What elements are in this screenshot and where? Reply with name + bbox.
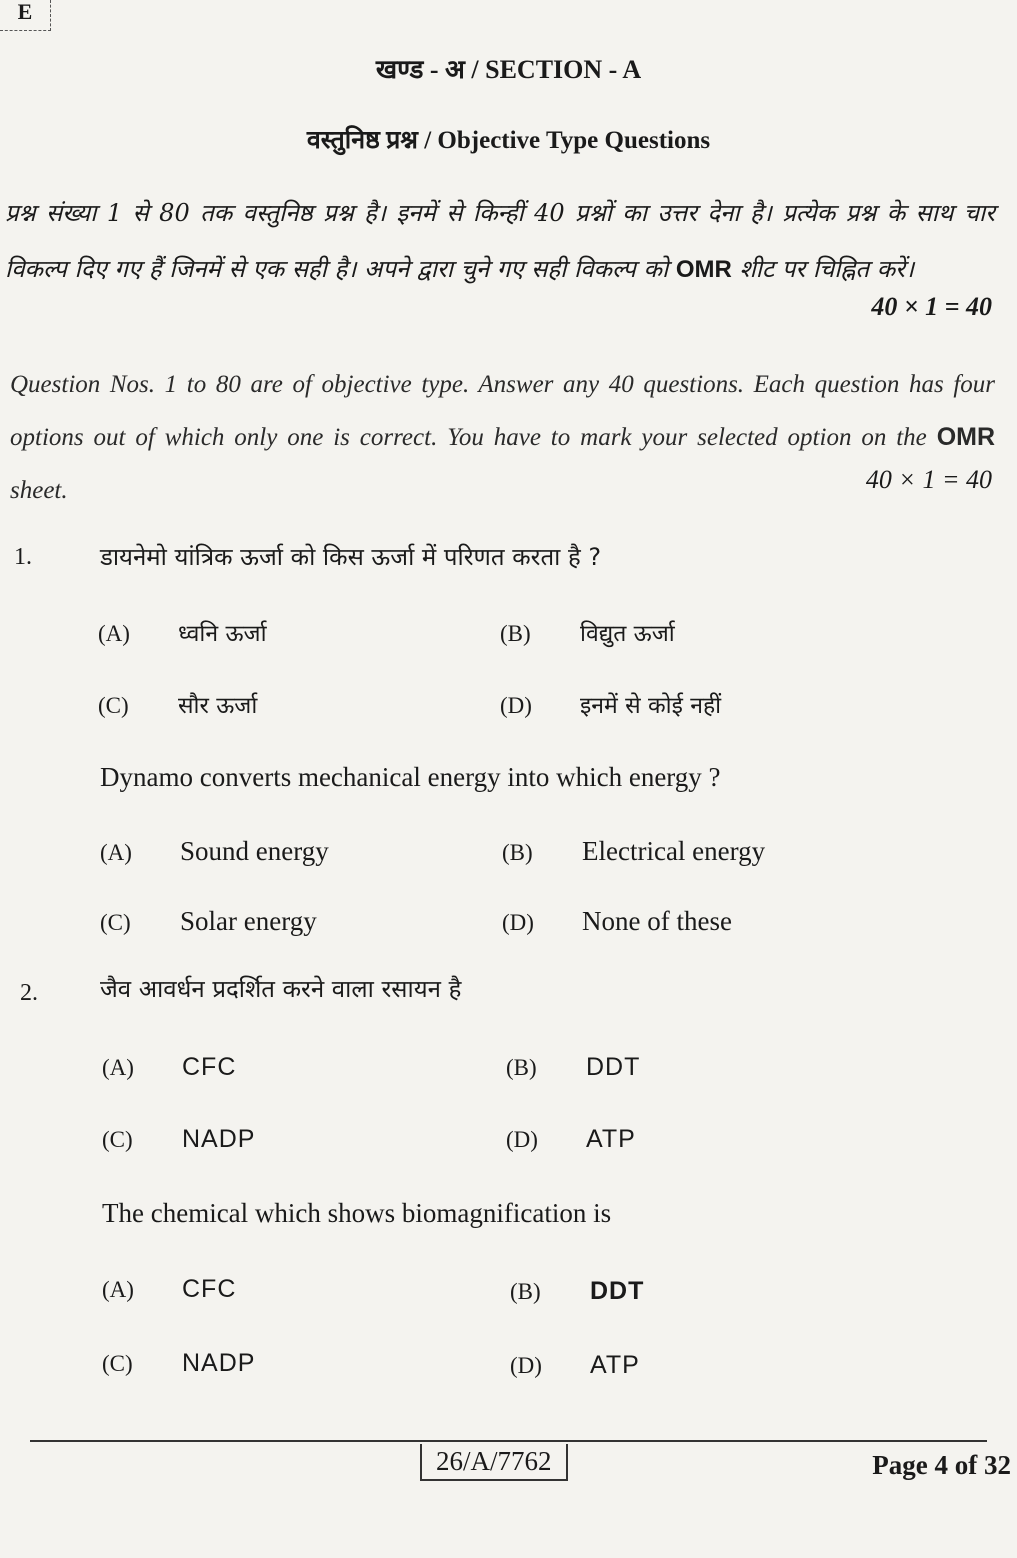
option-label: (A) (102, 1055, 134, 1080)
q2-en-option-c (102, 1348, 255, 1378)
instructions-hindi-omr: OMR (675, 256, 732, 283)
option-value: ATP (586, 1125, 636, 1153)
option-label: (B) (506, 1055, 537, 1080)
option-label: (A) (100, 840, 132, 865)
q2-hi-option-c (102, 1124, 255, 1154)
q1-hi-option-b (500, 616, 675, 648)
option-value: Electrical energy (582, 836, 766, 866)
page-number: Page 4 of 32 (872, 1450, 1011, 1480)
option-label: (C) (98, 693, 129, 718)
marks-english: 40 × 1 = 40 (865, 465, 992, 494)
question-1-text-hindi: डायनेमो यांत्रिक ऊर्जा को किस ऊर्जा में परिणत करता है ? (100, 543, 602, 571)
option-label: (C) (100, 910, 131, 935)
q1-hi-option-a (98, 616, 267, 648)
option-value: इनमें से कोई नहीं (580, 693, 722, 719)
option-label: (B) (502, 840, 533, 865)
option-value: NADP (182, 1125, 256, 1153)
option-label: (D) (502, 910, 534, 935)
marks-hindi: 40 × 1 = 40 (871, 292, 992, 321)
set-code: E (17, 0, 33, 24)
option-value: ATP (590, 1351, 640, 1379)
question-2-number: 2. (20, 980, 38, 1006)
instructions-hindi-text: प्रश्न संख्या 1 से 80 तक वस्तुनिष्ठ प्रश्न है। इनमें से किन्हीं 40 प्रश्नों का उत्तर देना है। प्रत्येक प्रश्न के साथ चार विकल्प दिए गए हैं जिनमें से एक सही है। अपने द्वारा चुने गए सही विकल्प को (5, 199, 995, 283)
q1-en-option-a (100, 836, 329, 867)
paper-code: 26/A/7762 (420, 1444, 568, 1481)
option-value: DDT (590, 1277, 645, 1305)
q2-en-option-a (102, 1274, 236, 1304)
instructions-english-end: sheet. (10, 477, 68, 504)
q1-en-option-d (502, 906, 732, 937)
option-value: सौर ऊर्जा (178, 693, 258, 719)
option-value: Solar energy (180, 906, 317, 936)
instructions-english-omr: OMR (936, 423, 996, 451)
option-label: (D) (500, 693, 532, 718)
q1-en-option-b (502, 836, 765, 867)
option-label: (D) (506, 1127, 538, 1152)
q2-hi-option-a (102, 1052, 236, 1082)
option-value: ध्वनि ऊर्जा (178, 621, 267, 647)
section-heading: खण्ड - अ / SECTION - A (375, 55, 642, 84)
option-value: None of these (582, 906, 732, 936)
option-label: (B) (510, 1279, 541, 1304)
option-value: CFC (182, 1053, 237, 1081)
option-value: Sound energy (180, 836, 329, 866)
option-value: CFC (182, 1275, 237, 1303)
q1-hi-option-d (500, 688, 721, 720)
question-1-number: 1. (14, 544, 32, 570)
instructions-hindi (5, 185, 995, 298)
option-label: (C) (102, 1127, 133, 1152)
instructions-hindi-end: शीट पर चिह्नित करें। (739, 255, 915, 283)
q2-hi-option-d (506, 1124, 636, 1154)
q1-hi-option-c (98, 688, 257, 720)
q2-en-option-d (510, 1350, 640, 1380)
sub-heading: वस्तुनिष्ठ प्रश्न / Objective Type Questions (306, 127, 711, 154)
option-label: (A) (98, 621, 130, 646)
instructions-english (10, 358, 995, 517)
option-value: DDT (586, 1053, 641, 1081)
q2-hi-option-b (506, 1052, 640, 1082)
footer-divider (30, 1440, 987, 1442)
instructions-english-text: Question Nos. 1 to 80 are of objective type. Answer any 40 questions. Each question has four options out of which only one is correct. You have to mark your selected option on the (10, 371, 995, 451)
question-2-text-english: The chemical which shows biomagnification is (102, 1198, 612, 1228)
option-label: (C) (102, 1351, 133, 1376)
option-value: विद्युत ऊर्जा (580, 621, 675, 647)
option-label: (A) (102, 1277, 134, 1302)
option-label: (B) (500, 621, 531, 646)
question-1-text-english: Dynamo converts mechanical energy into which energy ? (100, 762, 721, 792)
q2-en-option-b (510, 1276, 644, 1306)
option-value: NADP (182, 1349, 256, 1377)
question-2-text-hindi: जैव आवर्धन प्रदर्शित करने वाला रसायन है (100, 975, 462, 1003)
q1-en-option-c (100, 906, 317, 937)
option-label: (D) (510, 1353, 542, 1378)
set-code-box (0, 0, 51, 31)
